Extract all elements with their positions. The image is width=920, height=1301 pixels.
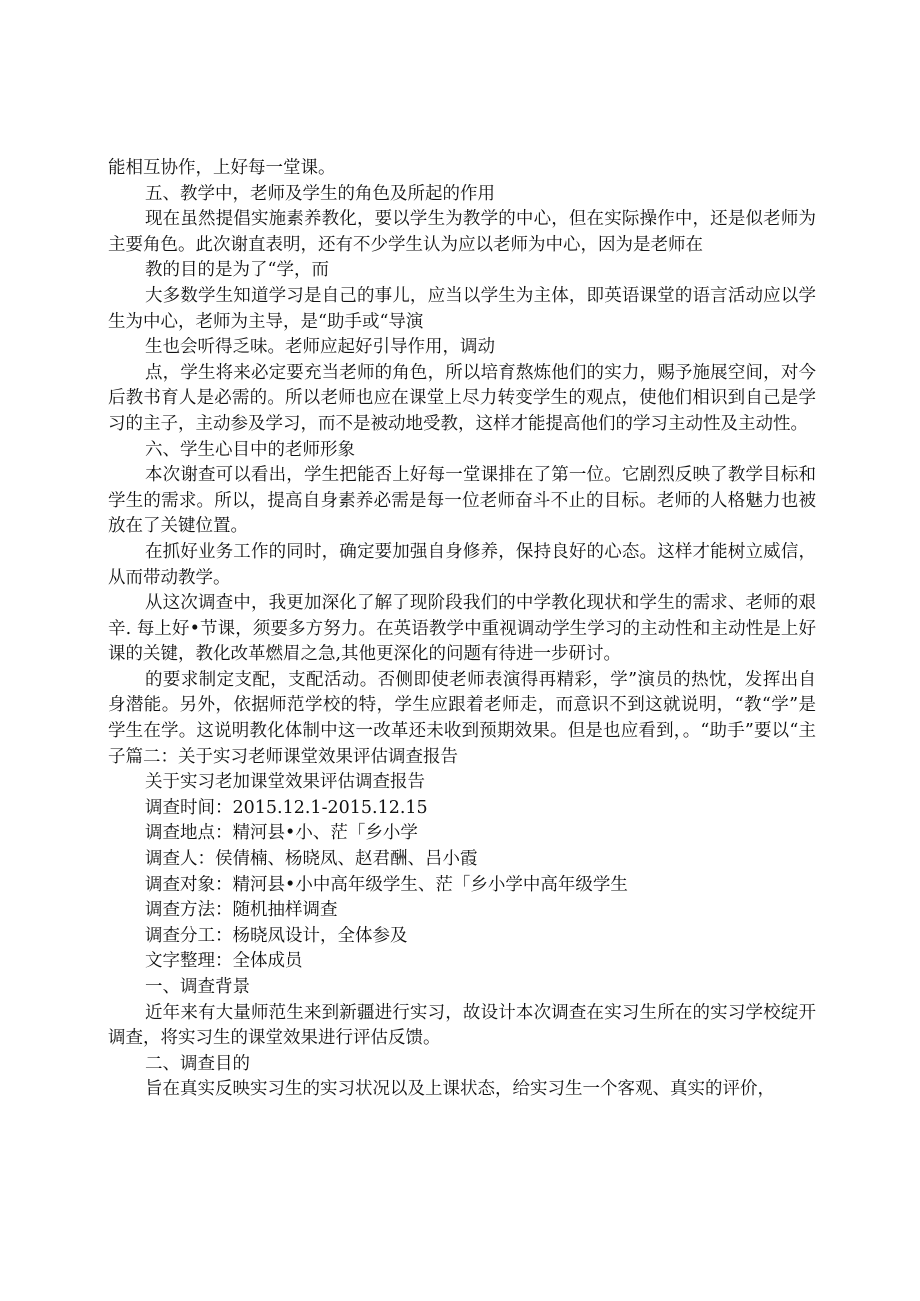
paragraph-11: 从这次调查中，我更加深化了解了现阶段我们的中学教化现状和学生的需求、老师的艰辛. 每上好•节课，须要多方努力。在英语教学中重视调动学生学习的主动性和主动性是上好课的关键，教化改革燃眉之急,其他更深化的问题有待进一步研讨。 — [108, 593, 816, 665]
section-heading-purpose: 二、调查目的 — [145, 1053, 250, 1074]
paragraph-5: 大多数学生知道学习是自己的事儿，应当以学生为主体，即英语课堂的语言活动应以学生为中心，老师为主导，是“助手或“导演 — [108, 285, 816, 332]
survey-division: 调查分工：杨晓凤设计，全体参及 — [145, 925, 408, 946]
section-heading-5: 五、教学中，老师及学生的角色及所起的作用 — [145, 183, 495, 204]
paragraph-background: 近年来有大量师范生来到新疆进行实习，故设计本次调查在实习生所在的实习学校绽开调查，将实习生的课堂效果进行评估反馈。 — [108, 1002, 816, 1049]
section-heading-background: 一、调查背景 — [145, 977, 250, 997]
paragraph-7: 点，学生将来必定要充当老师的角色，所以培育熬炼他们的实力，赐予施展空间，对今后教书育人是必需的。所以老师也应在课堂上尽力转变学生的观点，使他们相识到自己是学习的主子，主动参及学习，而不是被动地受教，这样才能提高他们的学习主动性及主动性。 — [108, 362, 816, 434]
text-compilation: 文字整理：全体成员 — [145, 951, 303, 972]
survey-people: 调查人：侯倩楠、杨晓凤、赵君酬、吕小霞 — [145, 849, 478, 870]
document-body — [108, 156, 816, 1103]
section-heading-6: 六、学生心目中的老师形象 — [145, 439, 355, 460]
survey-time: 调查时间：2015.12.1-2015.12.15 — [145, 797, 428, 818]
paragraph-4: 教的目的是为了“学，而 — [145, 260, 329, 281]
paragraph-10: 在抓好业务工作的同时，确定要加强自身修养，保持良好的心态。这样才能树立威信，从而带动教学。 — [108, 541, 816, 588]
paragraph-9: 本次谢查可以看出，学生把能否上好每一堂课排在了第一位。它剧烈反映了教学目标和学生的需求。所以，提高自身素养必需是每一位老师奋斗不止的目标。老师的人格魅力也被放在了关键位置。 — [108, 465, 816, 537]
survey-subjects: 调查对象：精河县•小中高年级学生、茫「乡小学中高年级学生 — [145, 874, 628, 895]
paragraph-1: 能相互协作，上好每一堂课。 — [108, 158, 336, 178]
survey-location: 调查地点：精河县•小、茫「乡小学 — [145, 823, 418, 844]
paragraph-6: 生也会听得乏味。老师应起好引导作用，调动 — [145, 337, 495, 358]
report-title: 关于实习老加课堂效果评估调查报告 — [145, 772, 425, 793]
paragraph-purpose: 旨在真实反映实习生的实习状况以及上课状态，给实习生一个客观、真实的评价， — [145, 1079, 775, 1100]
paragraph-12: 的要求制定支配，支配活动。否侧即使老师表演得再精彩，学”演员的热忱，发挥出自身潜能。另外，依据师范学校的特，学生应跟着老师走，而意识不到这就说明，“教“学”是学生在学。这说明教化体制中这一改革还未收到预期效果。但是也应看到，。“助手”要以“主子篇二：关于实习老师课堂效果评估调查报告 — [108, 669, 816, 767]
paragraph-3: 现在虽然提倡实施素养教化，要以学生为教学的中心，但在实际操作中，还是似老师为主要角色。此次谢直表明，还有不少学生认为应以老师为中心，因为是老师在 — [108, 209, 816, 255]
survey-method: 调查方法：随机抽样调查 — [145, 900, 338, 921]
